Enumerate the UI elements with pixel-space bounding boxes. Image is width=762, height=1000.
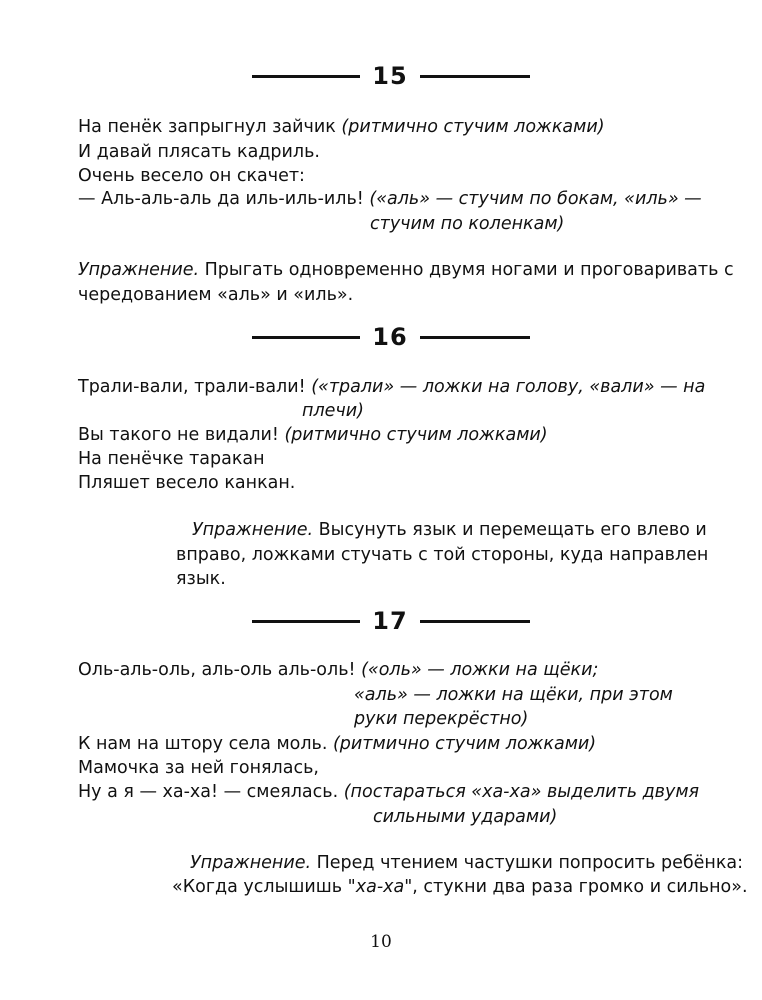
verse-note-continued: «аль» — ложки на щёки, при этом	[354, 685, 673, 705]
exercise-label: Упражнение.	[192, 520, 314, 540]
verse-note: (ритмично стучим ложками)	[341, 117, 605, 137]
verse-note: («оль» — ложки на щёки;	[361, 660, 599, 680]
section-16-heading	[0, 317, 762, 357]
verse-note: («трали» — ложки на голову, «вали» — на	[311, 377, 706, 397]
exercise-continued: «Когда услышишь "ха-ха", стукни два раза громко и сильно».	[172, 877, 748, 897]
verse-note: (ритмично стучим ложками)	[284, 425, 548, 445]
heading-rule-right	[420, 75, 530, 78]
exercise-label: Упражнение.	[78, 260, 200, 280]
verse-line: Очень весело он скачет:	[78, 166, 305, 186]
verse-line: И давай плясать кадриль.	[78, 142, 320, 162]
verse-line: Оль-аль-оль, аль-оль аль-оль! («оль» — ложки на щёки;	[78, 660, 599, 680]
exercise-continued: язык.	[176, 569, 226, 589]
section-15-heading	[0, 56, 762, 96]
verse-line: Ну а я — ха-ха! — смеялась. (постараться «ха-ха» выделить двумя	[78, 782, 700, 802]
exercise: Упражнение. Высунуть язык и перемещать его влево и	[192, 520, 707, 540]
verse-note-continued: сильными ударами)	[373, 807, 558, 827]
verse-line: На пенёчке таракан	[78, 449, 265, 469]
exercise: Упражнение. Прыгать одновременно двумя ногами и проговаривать с	[78, 260, 734, 280]
verse-line: На пенёк запрыгнул зайчик (ритмично стучим ложками)	[78, 117, 605, 137]
exercise: Упражнение. Перед чтением частушки попросить ребёнка:	[190, 853, 744, 873]
page-number: 10	[370, 932, 392, 952]
verse-note-continued: плечи)	[302, 401, 364, 421]
verse-note: («аль» — стучим по бокам, «иль» —	[369, 189, 702, 209]
heading-rule-left	[252, 75, 360, 78]
heading-rule-right	[420, 620, 530, 623]
verse-note: (ритмично стучим ложками)	[332, 734, 597, 754]
verse-line: Трали-вали, трали-вали! («трали» — ложки на голову, «вали» — на	[78, 377, 706, 397]
verse-note-continued: руки перекрёстно)	[354, 709, 529, 729]
verse-line: Пляшет весело канкан.	[78, 473, 296, 493]
section-number: 16	[372, 323, 408, 351]
section-number: 17	[372, 607, 408, 635]
verse-note-continued: стучим по коленкам)	[370, 214, 565, 234]
verse-note: (постараться «ха-ха» выделить двумя	[343, 782, 700, 802]
exercise-label: Упражнение.	[190, 853, 312, 873]
section-17-heading	[0, 601, 762, 641]
verse-line: Мамочка за ней гонялась,	[78, 758, 319, 778]
heading-rule-right	[420, 336, 530, 339]
section-number: 15	[372, 62, 408, 90]
exercise-continued: чередованием «аль» и «иль».	[78, 285, 354, 305]
verse-line: — Аль-аль-аль да иль-иль-иль! («аль» — стучим по бокам, «иль» —	[78, 189, 702, 209]
exercise-continued: вправо, ложками стучать с той стороны, куда направлен	[176, 545, 709, 565]
heading-rule-left	[252, 336, 360, 339]
heading-rule-left	[252, 620, 360, 623]
verse-line: Вы такого не видали! (ритмично стучим ложками)	[78, 425, 548, 445]
verse-line: К нам на штору села моль. (ритмично стучим ложками)	[78, 734, 597, 754]
